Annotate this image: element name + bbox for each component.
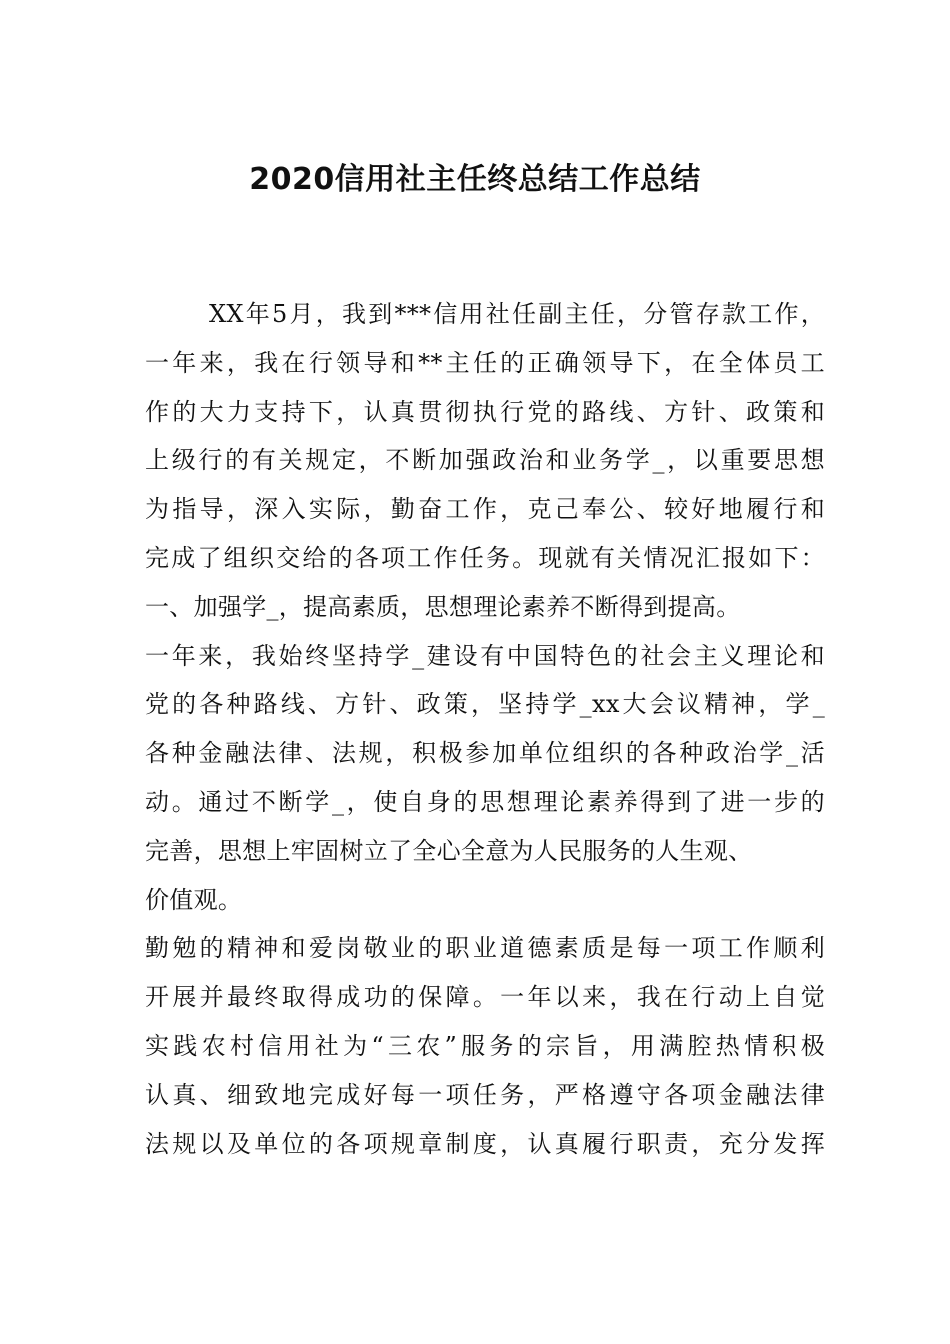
section-heading-line: 一、加强学_，提高素质，思想理论素养不断得到提高。 xyxy=(145,592,741,621)
paragraph-line: 上级行的有关规定，不断加强政治和业务学_，以重要思想 xyxy=(145,446,825,475)
paragraph-line: 党的各种路线、方针、政策，坚持学_xx大会议精神，学_ xyxy=(145,690,825,719)
paragraph-line: 一年来，我始终坚持学_建设有中国特色的社会主义理论和 xyxy=(145,641,825,670)
document-title: 2020信用社主任终总结工作总结 xyxy=(249,162,701,197)
paragraph-line: 实践农村信用社为“三农”服务的宗旨，用满腔热情积极 xyxy=(145,1031,825,1060)
paragraph-line: 法规以及单位的各项规章制度，认真履行职责，充分发挥 xyxy=(145,1129,825,1158)
paragraph-line: 作的大力支持下，认真贯彻执行党的路线、方针、政策和 xyxy=(145,397,825,426)
paragraph-line: 一年来，我在行领导和**主任的正确领导下，在全体员工 xyxy=(145,348,825,377)
paragraph-line: 为指导，深入实际，勤奋工作，克己奉公、较好地履行和 xyxy=(145,495,825,524)
paragraph-line: XX年5月，我到***信用社任副主任，分管存款工作， xyxy=(209,300,825,328)
paragraph-line: 勤勉的精神和爱岗敬业的职业道德素质是每一项工作顺利 xyxy=(145,934,825,963)
paragraph-line: 动。通过不断学_，使自身的思想理论素养得到了进一步的 xyxy=(145,787,825,816)
paragraph-line: 价值观。 xyxy=(145,885,243,914)
paragraph-line: 完善，思想上牢固树立了全心全意为人民服务的人生观、 xyxy=(145,836,753,865)
paragraph-line: 认真、细致地完成好每一项任务，严格遵守各项金融法律 xyxy=(145,1080,825,1109)
paragraph-line: 开展并最终取得成功的保障。一年以来，我在行动上自觉 xyxy=(145,983,825,1012)
paragraph-line: 完成了组织交给的各项工作任务。现就有关情况汇报如下： xyxy=(145,543,825,572)
document-body xyxy=(145,290,825,1168)
paragraph-line: 各种金融法律、法规，积极参加单位组织的各种政治学_活 xyxy=(145,739,825,768)
